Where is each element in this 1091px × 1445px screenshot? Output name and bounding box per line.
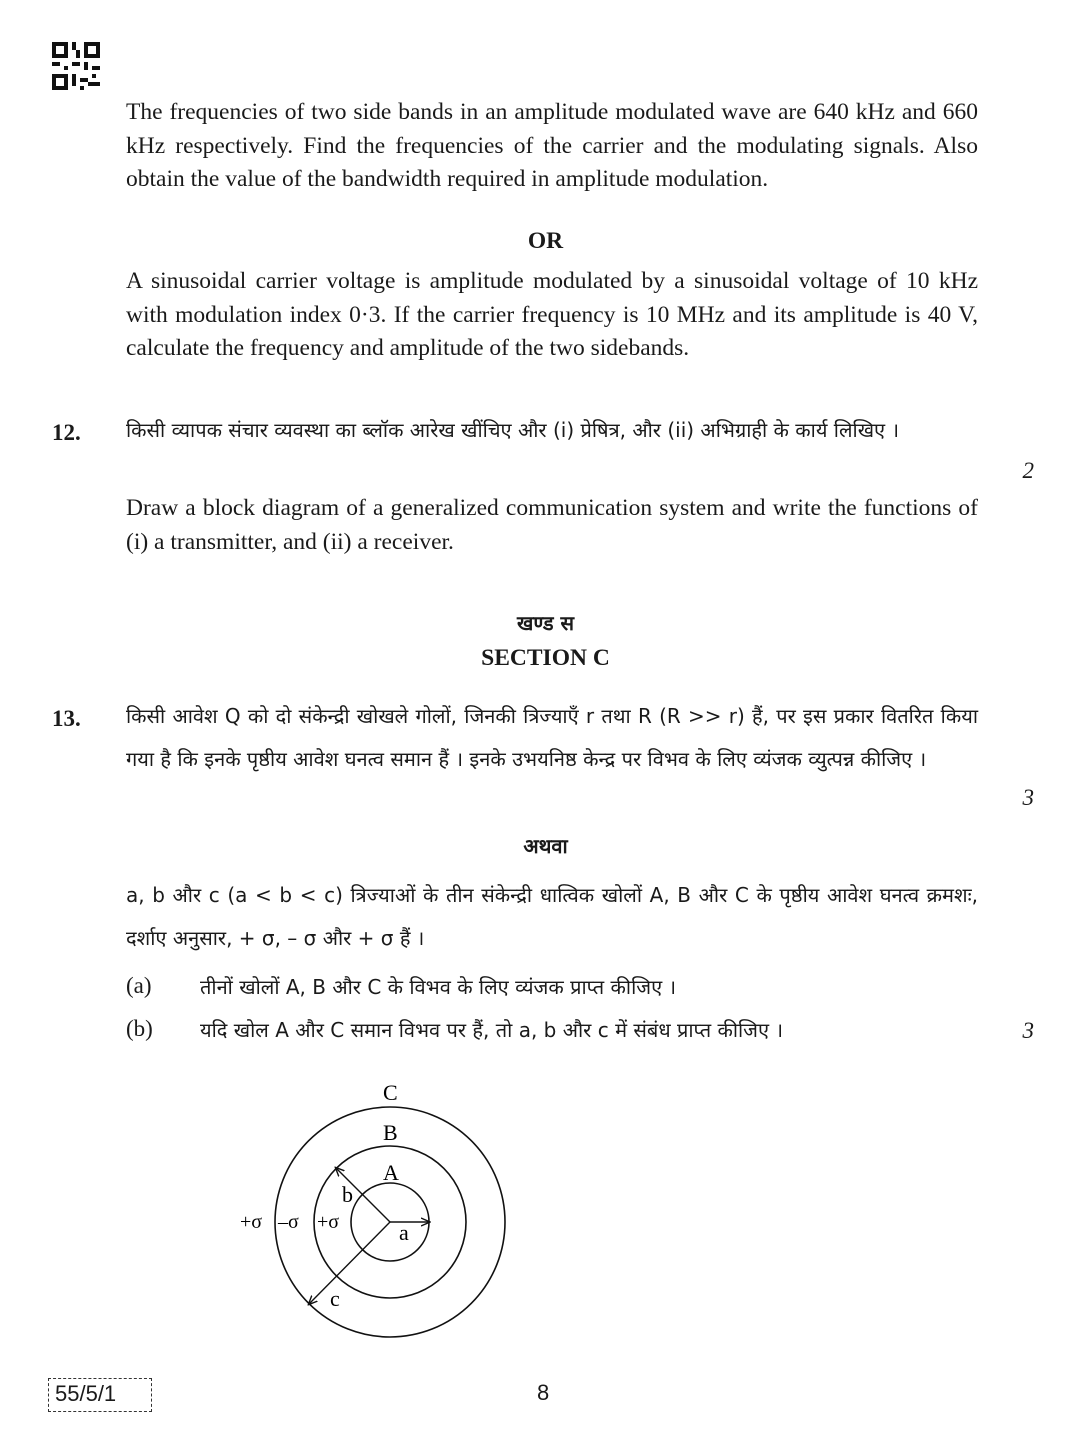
section-title-hindi: खण्ड स xyxy=(516,611,575,635)
paper-code-box xyxy=(48,1378,152,1412)
q11-alternative-text: A sinusoidal carrier voltage is amplitude modulated by a sinusoidal voltage of 10 kHz with modulation index 0·3. If the carrier frequency is 10 MHz and its amplitude is 40 V, calculate the frequency and amplitude of the two sidebands. xyxy=(126,268,978,361)
radius-a-label: a xyxy=(399,1220,409,1245)
q12-marks: 2 xyxy=(1022,458,1034,483)
question-number-12: 12. xyxy=(52,420,81,445)
sigma-b-label: –σ xyxy=(278,1211,299,1233)
section-title: SECTION C xyxy=(481,645,610,671)
q12-hindi-text: किसी व्यापक संचार व्यवस्था का ब्लॉक आरेख खींचिए और (i) प्रेषित्र, और (ii) अभिग्राही के कार्य लिखिए । xyxy=(126,418,900,442)
radius-b-label: b xyxy=(342,1182,353,1207)
page-number: 8 xyxy=(537,1380,550,1405)
sigma-c-label: +σ xyxy=(240,1211,263,1233)
shell-c-label: C xyxy=(383,1080,398,1105)
question-number-13: 13. xyxy=(52,706,81,731)
part-b-label: (b) xyxy=(126,1016,153,1041)
sigma-a-label: +σ xyxy=(317,1211,340,1233)
shell-b-label: B xyxy=(383,1120,398,1145)
q13-marks: 3 xyxy=(1022,785,1034,810)
radius-c-arrow xyxy=(309,1222,390,1304)
or-divider: OR xyxy=(527,228,564,254)
q13-alternative-text: a, b और c (a < b < c) त्रिज्याओं के तीन संकेन्द्री धात्विक खोलों A, B और C के पृष्ठीय आवेश घनत्व क्रमशः, दर्शाए अनुसार, + σ, – σ और + σ हैं । xyxy=(126,883,978,950)
or-divider-hindi: अथवा xyxy=(523,834,568,858)
q12-english-text: Draw a block diagram of a generalized communication system and write the functions of (i) a transmitter, and (ii) a receiver. xyxy=(126,495,978,555)
part-a-text: तीनों खोलों A, B और C के विभव के लिए व्यंजक प्राप्त कीजिए । xyxy=(200,975,677,999)
qr-code-icon xyxy=(52,42,100,90)
q11-text: The frequencies of two side bands in an amplitude modulated wave are 640 kHz and 660 kHz respectively. Find the frequencies of the carrier and the modulating signals. Also obtain the value of the bandwidth required in amplitude modulation. xyxy=(126,99,978,192)
paper-code: 55/5/1 xyxy=(55,1381,117,1406)
q13-alt-marks: 3 xyxy=(1022,1018,1034,1043)
part-a-label: (a) xyxy=(126,973,152,998)
part-b-text: यदि खोल A और C समान विभव पर हैं, तो a, b और c में संबंध प्राप्त कीजिए । xyxy=(200,1018,784,1042)
shell-a-label: A xyxy=(383,1160,399,1185)
radius-c-label: c xyxy=(330,1286,340,1311)
q13-hindi-text: किसी आवेश Q को दो संकेन्द्री खोखले गोलों, जिनकी त्रिज्याएँ r तथा R (R >> r) हैं, पर इस प्रकार वितरित किया गया है कि इनके पृष्ठीय आवेश घनत्व समान हैं । इनके उभयनिष्ठ केन्द्र पर विभव के लिए व्यंजक व्युत्पन्न कीजिए । xyxy=(126,704,978,771)
concentric-shells-diagram xyxy=(230,1070,530,1360)
